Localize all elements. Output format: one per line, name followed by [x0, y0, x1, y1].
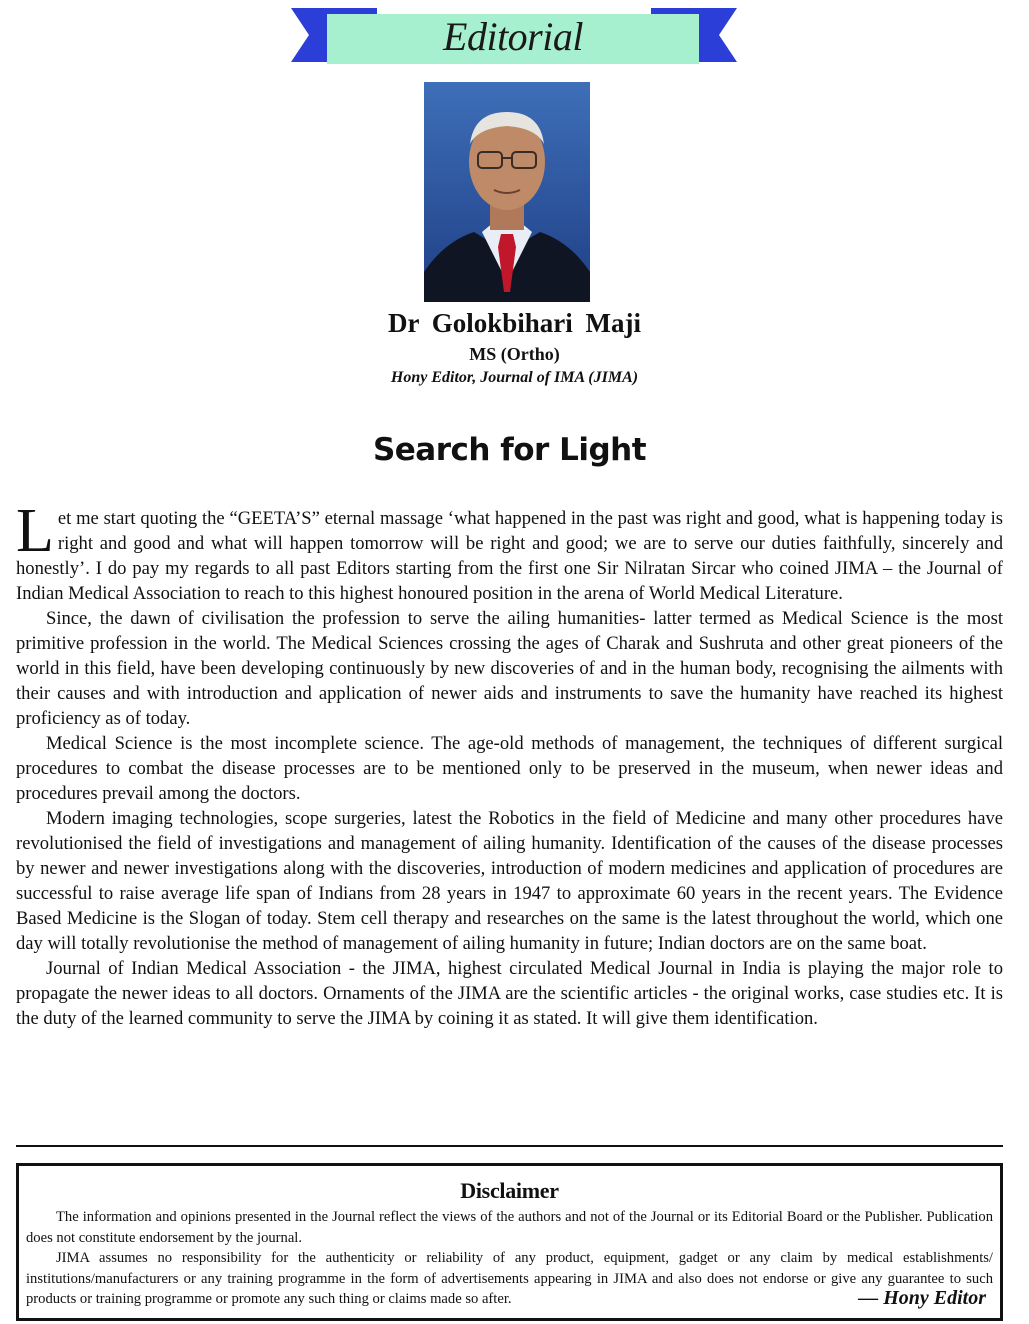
- author-degree: MS (Ortho): [469, 344, 560, 364]
- disclaimer-signature: — Hony Editor: [858, 1287, 986, 1309]
- article-title: Search for Light: [372, 432, 647, 468]
- disclaimer-box: [16, 1163, 1003, 1321]
- author-name: Dr Golokbihari Maji: [387, 308, 641, 338]
- body-paragraph: Since, the dawn of civilisation the profession to serve the ailing humanities- latter termed as Medical Science is the most primitive profession in the world. The Medical Sciences crossing the ages of Charak and Sushruta and other great pioneers of the world in this field, have been developing continuously by new discoveries of and in the human body, recognising the ailments with their causes and with introduction and application of newer aids and instruments to save the humanity have reached its highest proficiency as of today.: [16, 608, 1003, 729]
- body-paragraph-1-text: et me start quoting the “GEETA’S” eternal massage ‘what happened in the past was right and good, what is happening today is right and good and what will happen tomorrow will be right and good; we are to serve our duties faithfully, sincerely and honestly’. I do pay my regards to all past Editors starting from the first one Sir Nilratan Sircar who coined JIMA – the Journal of Indian Medical Association to reach to this highest honoured position in the arena of World Medical Literature.: [16, 508, 1003, 604]
- body-paragraph: Modern imaging technologies, scope surgeries, latest the Robotics in the field of Medicine and many other procedures have revolutionised the field of investigations and management of ailing humanity. Identification of the causes of the disease processes by newer and newer investigations along with the discoveries, introduction of modern medicines and application of procedures are successful to raise average life span of Indians from 28 years in 1947 to approximate 60 years in the recent years. The Evidence Based Medicine is the Slogan of today. Stem cell therapy and researches on the same is the latest throughout the world, which one day will totally revolutionise the method of management of ailing humanity in future; Indian doctors are on the same boat.: [16, 808, 1003, 954]
- body-paragraph: Medical Science is the most incomplete science. The age-old methods of management, the techniques of different surgical procedures to combat the disease processes are to be mentioned only to be preserved in the museum, when newer ideas and procedures prevail among the doctors.: [16, 733, 1003, 804]
- disclaimer-heading: Disclaimer: [460, 1178, 559, 1203]
- disclaimer-text: [26, 1207, 993, 1310]
- banner-title: Editorial: [443, 14, 583, 59]
- disclaimer-paragraph: The information and opinions presented in the Journal reflect the views of the authors and not of the Journal or its Editorial Board or the Publisher. Publication does not constitute endorsement by the journal.: [26, 1209, 993, 1246]
- divider: [16, 1145, 1003, 1147]
- article-body: [16, 497, 1003, 1031]
- body-paragraph-1: [16, 497, 1003, 606]
- drop-cap: L: [16, 497, 54, 565]
- editorial-banner: [291, 4, 737, 66]
- author-photo: [424, 82, 590, 302]
- disclaimer-paragraph: JIMA assumes no responsibility for the authenticity or reliability of any product, equipment, gadget or any claim by medical establishments/ institutions/manufacturers or any training programme in the form of advertisements appearing in JIMA and also does not endorse or give any guarantee to such products or training programme or promote any such thing or claims made so after.: [26, 1250, 993, 1307]
- author-role: Hony Editor, Journal of IMA (JIMA): [390, 369, 639, 386]
- body-paragraph: Journal of Indian Medical Association - the JIMA, highest circulated Medical Journal in India is playing the major role to propagate the newer ideas to all doctors. Ornaments of the JIMA are the scientific articles - the original works, case studies etc. It is the duty of the learned community to serve the JIMA by coining it as stated. It will give them identification.: [16, 958, 1003, 1029]
